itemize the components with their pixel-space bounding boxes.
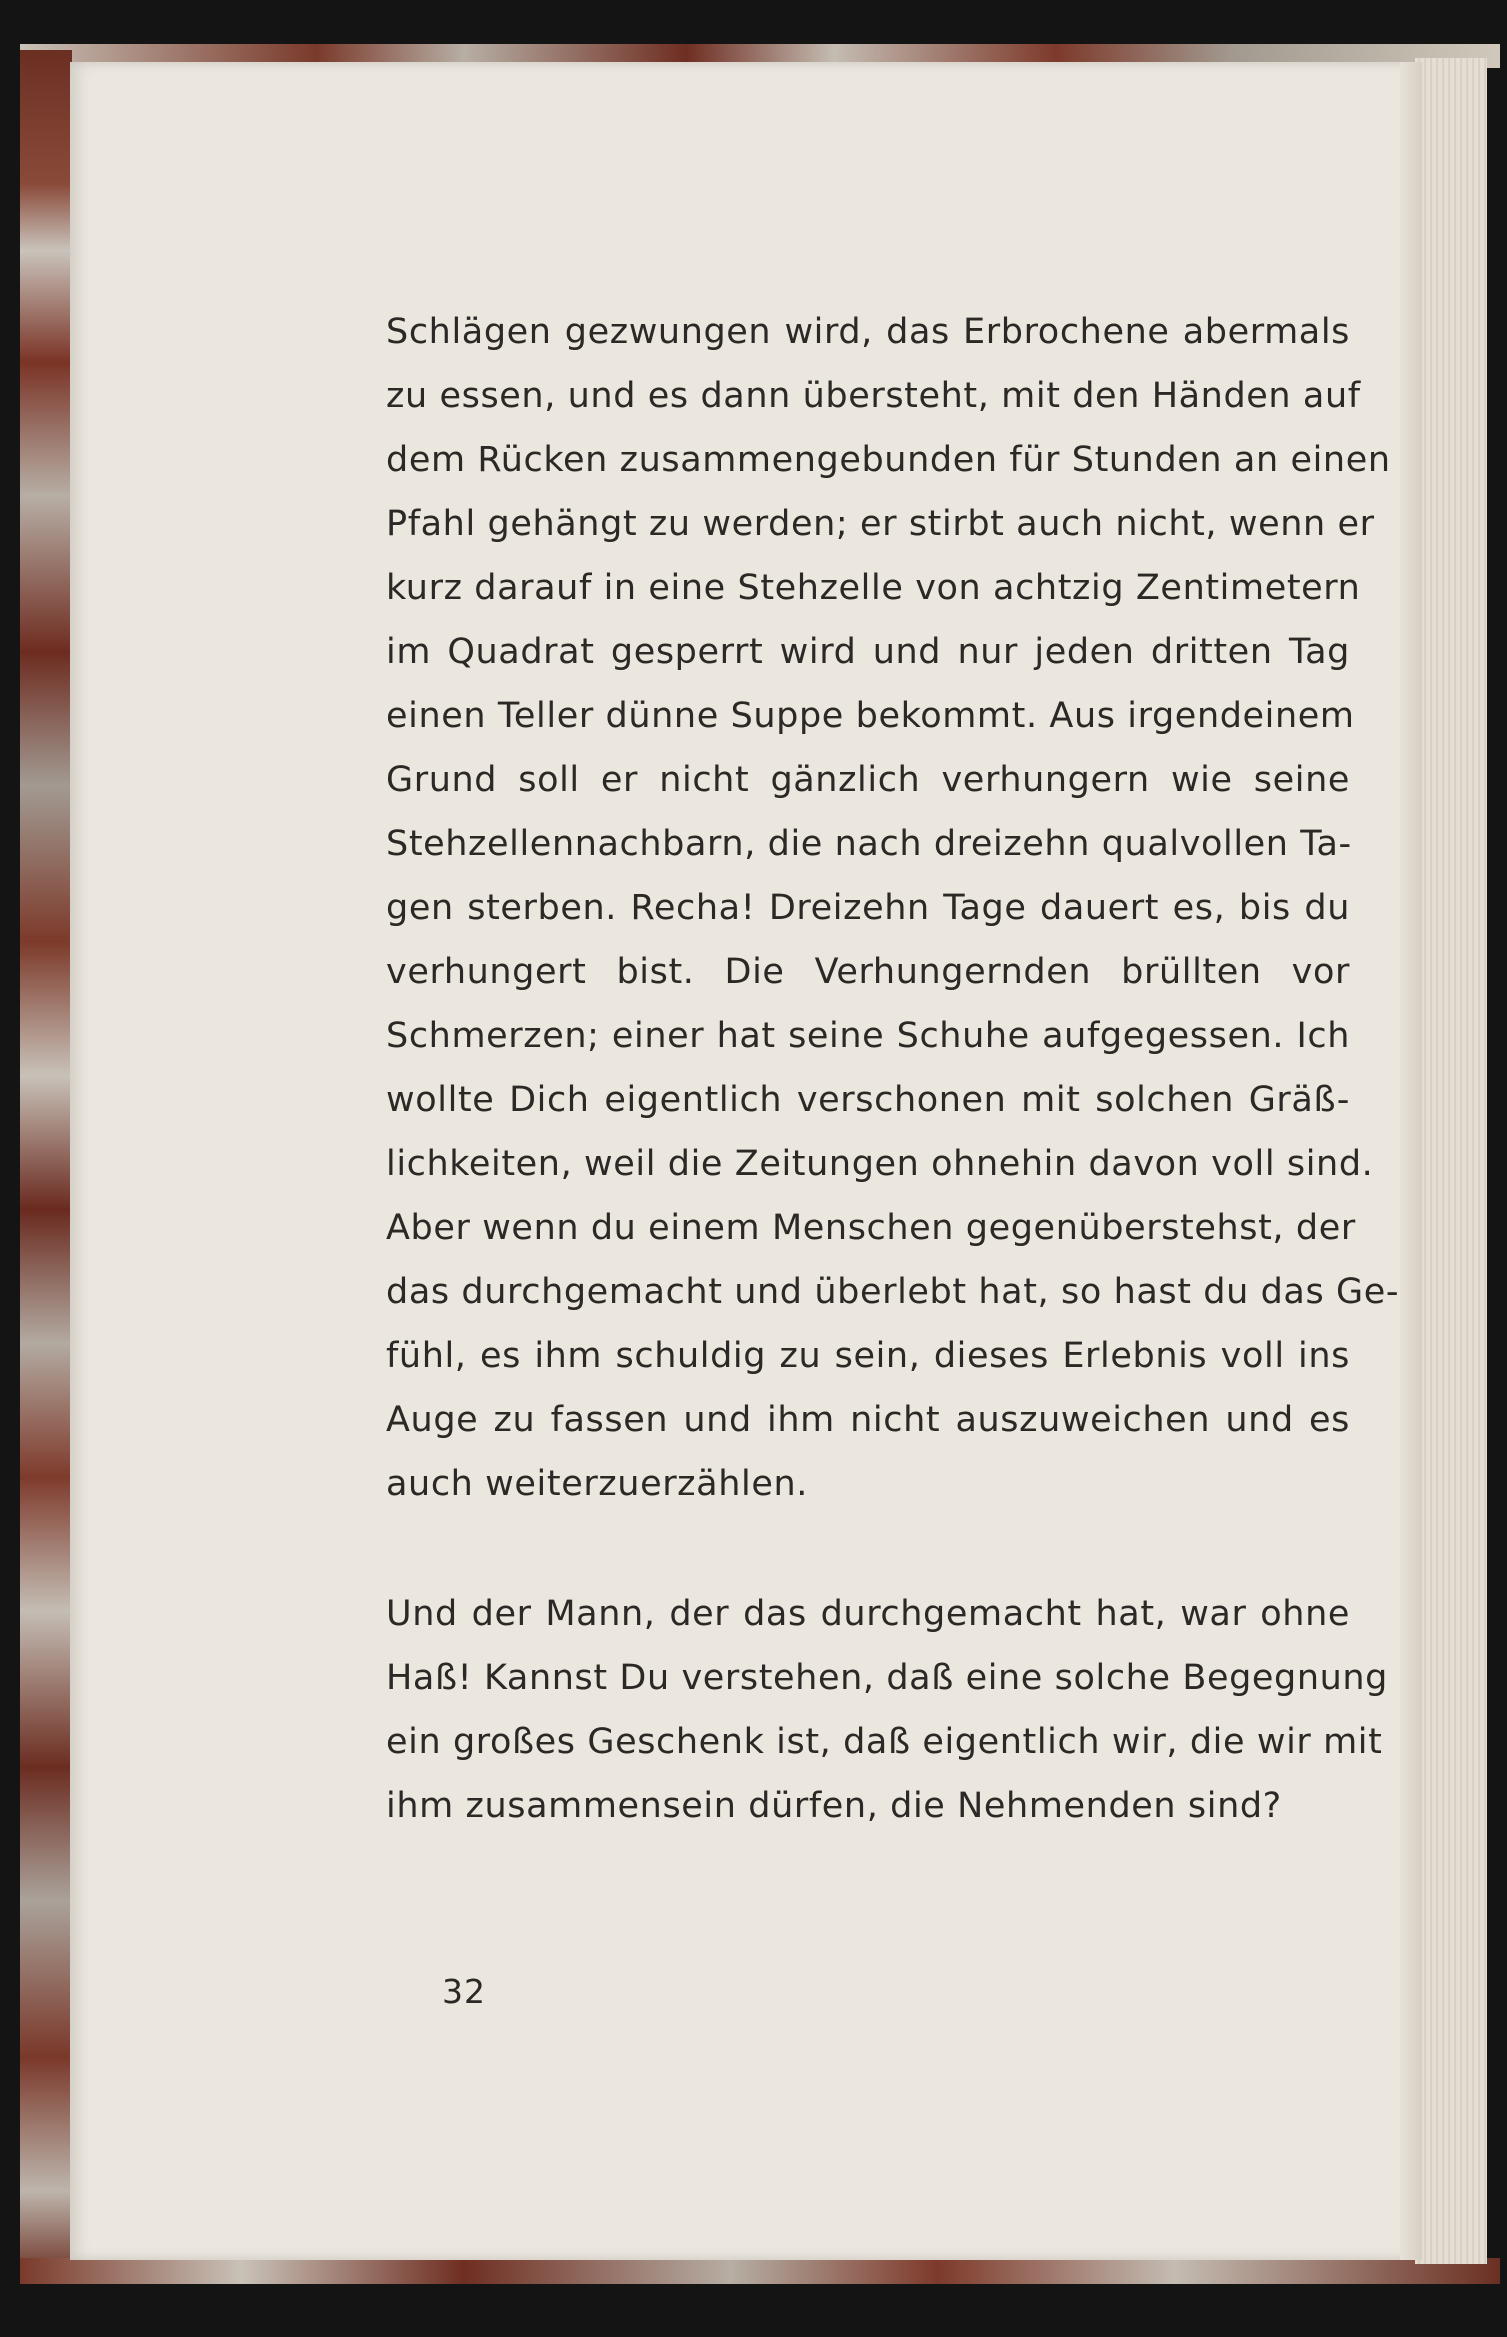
paragraph bbox=[386, 300, 1400, 1516]
text-line: ein großes Geschenk ist, daß eigentlich wir, die wir mit bbox=[386, 1722, 1383, 1762]
page-number: 32 bbox=[442, 1972, 486, 2011]
text-line: Schmerzen; einer hat seine Schuhe aufgegessen. Ich bbox=[386, 1016, 1350, 1056]
text-line: dem Rücken zusammengebunden für Stunden an einen bbox=[386, 440, 1391, 480]
text-line: verhungert bist. Die Verhungernden brüllten vor bbox=[386, 952, 1350, 992]
page-gutter bbox=[1400, 62, 1422, 2260]
paragraph-gap bbox=[386, 1516, 1350, 1582]
text-line: auch weiterzuerzählen. bbox=[386, 1464, 808, 1504]
text-line: Schlägen gezwungen wird, das Erbrochene abermals bbox=[386, 312, 1350, 352]
paragraph bbox=[386, 1582, 1389, 1838]
text-line: zu essen, und es dann übersteht, mit den Händen auf bbox=[386, 376, 1361, 416]
book-cover-left-edge bbox=[20, 50, 72, 2280]
text-line: das durchgemacht und überlebt hat, so hast du das Ge- bbox=[386, 1272, 1400, 1312]
text-line: Und der Mann, der das durchgemacht hat, war ohne bbox=[386, 1594, 1350, 1634]
text-line: Pfahl gehängt zu werden; er stirbt auch nicht, wenn er bbox=[386, 504, 1375, 544]
text-line: gen sterben. Recha! Dreizehn Tage dauert es, bis du bbox=[386, 888, 1350, 928]
text-line: Grund soll er nicht gänzlich verhungern wie seine bbox=[386, 760, 1350, 800]
text-line: Stehzellennachbarn, die nach dreizehn qualvollen Ta- bbox=[386, 824, 1352, 864]
body-text bbox=[386, 300, 1400, 1838]
text-line: lichkeiten, weil die Zeitungen ohnehin davon voll sind. bbox=[386, 1144, 1374, 1184]
text-line: kurz darauf in eine Stehzelle von achtzig Zentimetern bbox=[386, 568, 1361, 608]
text-line: einen Teller dünne Suppe bekommt. Aus irgendeinem bbox=[386, 696, 1355, 736]
book-cover-bottom-edge bbox=[20, 2258, 1500, 2284]
text-line: Haß! Kannst Du verstehen, daß eine solche Begegnung bbox=[386, 1658, 1389, 1698]
text-line: Auge zu fassen und ihm nicht auszuweichen und es bbox=[386, 1400, 1350, 1440]
text-line: Aber wenn du einem Menschen gegenüberstehst, der bbox=[386, 1208, 1356, 1248]
text-line: im Quadrat gesperrt wird und nur jeden dritten Tag bbox=[386, 632, 1350, 672]
page-block-edges bbox=[1415, 58, 1487, 2264]
text-line: wollte Dich eigentlich verschonen mit solchen Gräß- bbox=[386, 1080, 1350, 1120]
text-line: ihm zusammensein dürfen, die Nehmenden sind? bbox=[386, 1786, 1282, 1826]
text-line: fühl, es ihm schuldig zu sein, dieses Erlebnis voll ins bbox=[386, 1336, 1350, 1376]
